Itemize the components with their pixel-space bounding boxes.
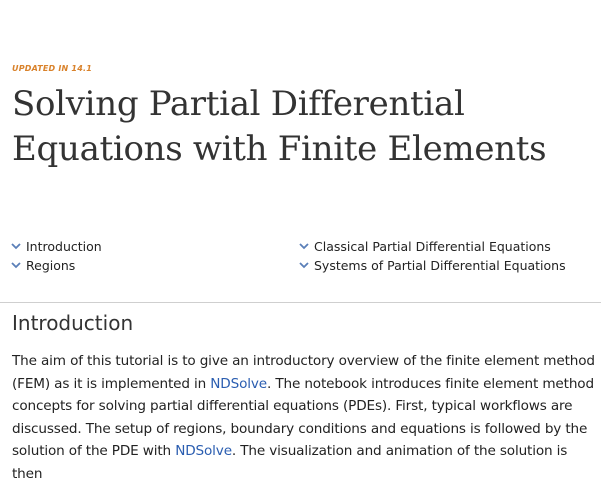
ndsolve-link[interactable]: NDSolve <box>175 443 232 459</box>
chevron-down-icon <box>298 241 310 251</box>
toc-item-label: Classical Partial Differential Equations <box>314 238 551 254</box>
chevron-down-icon <box>10 241 22 251</box>
paragraph-text: The aim of this tutorial is to give an introductory overview of the finite element method (FEM) as it is implemented in <box>12 353 595 392</box>
toc-item-label: Regions <box>26 257 76 273</box>
table-of-contents <box>0 238 601 278</box>
updated-badge: UPDATED IN 14.1 <box>12 64 92 73</box>
toc-item-classical-pdes[interactable] <box>298 238 551 254</box>
toc-item-label: Systems of Partial Differential Equations <box>314 257 566 273</box>
chevron-down-icon <box>10 260 22 270</box>
section-divider <box>0 302 601 303</box>
section-heading-introduction: Introduction <box>12 311 134 335</box>
page-title: Solving Partial Differential Equations with Finite Elements <box>12 84 547 169</box>
paragraph-text: . The notebook introduces finite element method concepts for solving partial differential equations (PDEs). First, typical workflows are discussed. The setup of regions, boundary conditions and equations is followed by the solution of the PDE with <box>12 375 594 459</box>
toc-item-introduction[interactable] <box>10 238 102 254</box>
intro-paragraph <box>12 350 597 485</box>
toc-item-regions[interactable] <box>10 257 75 273</box>
toc-item-label: Introduction <box>26 238 102 254</box>
toc-item-systems-of-pdes[interactable] <box>298 257 566 273</box>
paragraph-text: . The visualization and animation of the solution is then <box>12 443 568 482</box>
ndsolve-link[interactable]: NDSolve <box>210 375 267 392</box>
chevron-down-icon <box>298 260 310 270</box>
